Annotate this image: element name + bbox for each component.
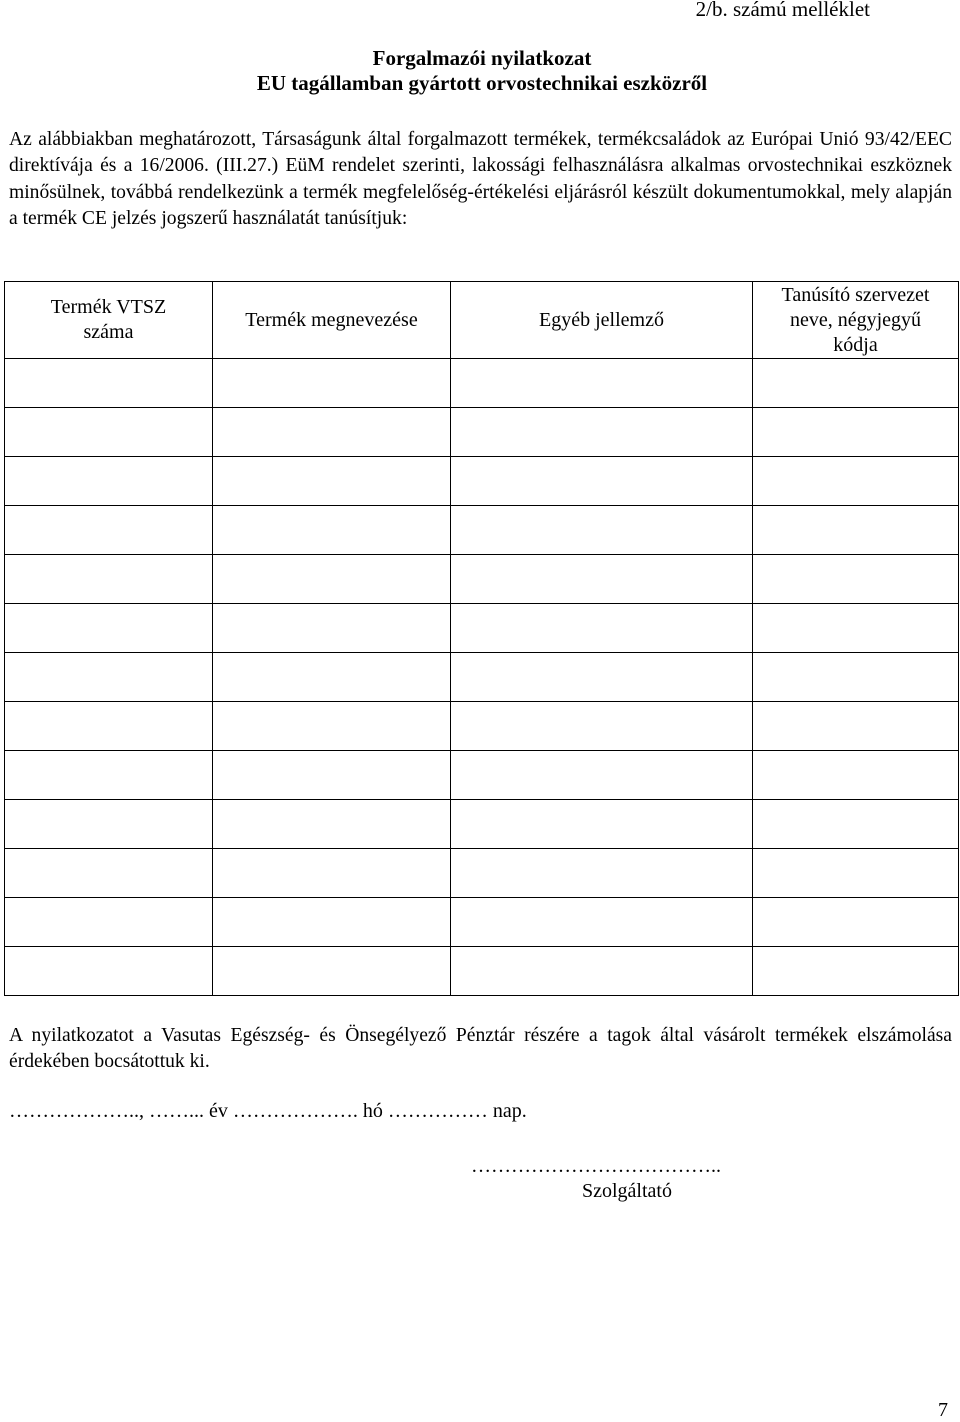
page-number: 7	[938, 1399, 948, 1421]
cell-other-feature[interactable]	[451, 800, 753, 849]
cell-certifier[interactable]	[753, 800, 959, 849]
cell-certifier[interactable]	[753, 359, 959, 408]
date-line[interactable]: ……………….., ……... év ………………. hó …………… nap.	[9, 1100, 527, 1122]
cell-product-name[interactable]	[213, 359, 451, 408]
cell-other-feature[interactable]	[451, 359, 753, 408]
cell-other-feature[interactable]	[451, 457, 753, 506]
header-vtsz-line2: száma	[83, 321, 134, 343]
cell-other-feature[interactable]	[451, 947, 753, 996]
signature-label: Szolgáltató	[582, 1180, 672, 1202]
cell-product-name[interactable]	[213, 751, 451, 800]
header-certifier	[753, 282, 959, 359]
cell-product-name[interactable]	[213, 457, 451, 506]
cell-other-feature[interactable]	[451, 408, 753, 457]
header-certifier-line2: neve, négyjegyű	[789, 308, 922, 331]
cell-other-feature[interactable]	[451, 653, 753, 702]
cell-vtsz[interactable]	[5, 555, 213, 604]
header-product-name-text: Termék megnevezése	[245, 308, 418, 331]
cell-vtsz[interactable]	[5, 849, 213, 898]
cell-other-feature[interactable]	[451, 898, 753, 947]
cell-product-name[interactable]	[213, 702, 451, 751]
cell-certifier[interactable]	[753, 555, 959, 604]
table-row	[5, 751, 959, 800]
header-other-feature	[451, 282, 753, 359]
closing-paragraph: A nyilatkozatot a Vasutas Egészség- és Önsegélyező Pénztár részére a tagok által vásárolt termékek elszámolása érdekében bocsátottuk ki.	[9, 1025, 952, 1073]
header-vtsz	[5, 282, 213, 359]
cell-product-name[interactable]	[213, 506, 451, 555]
header-product-name	[213, 282, 451, 359]
cell-certifier[interactable]	[753, 604, 959, 653]
cell-other-feature[interactable]	[451, 702, 753, 751]
cell-product-name[interactable]	[213, 408, 451, 457]
cell-certifier[interactable]	[753, 653, 959, 702]
cell-product-name[interactable]	[213, 555, 451, 604]
cell-product-name[interactable]	[213, 898, 451, 947]
cell-vtsz[interactable]	[5, 457, 213, 506]
cell-product-name[interactable]	[213, 653, 451, 702]
cell-certifier[interactable]	[753, 506, 959, 555]
cell-other-feature[interactable]	[451, 604, 753, 653]
cell-product-name[interactable]	[213, 800, 451, 849]
cell-product-name[interactable]	[213, 947, 451, 996]
table-row	[5, 947, 959, 996]
cell-vtsz[interactable]	[5, 898, 213, 947]
document-title	[0, 46, 960, 96]
cell-other-feature[interactable]	[451, 555, 753, 604]
cell-certifier[interactable]	[753, 702, 959, 751]
cell-certifier[interactable]	[753, 457, 959, 506]
header-vtsz-line1: Termék VTSZ	[50, 296, 167, 318]
table-row	[5, 849, 959, 898]
header-certifier-line3: kódja	[833, 333, 878, 356]
table-row	[5, 604, 959, 653]
cell-vtsz[interactable]	[5, 947, 213, 996]
table-row	[5, 898, 959, 947]
cell-vtsz[interactable]	[5, 800, 213, 849]
title-line-1: Forgalmazói nyilatkozat	[372, 46, 592, 70]
table-row	[5, 506, 959, 555]
table-row	[5, 457, 959, 506]
header-other-feature-text: Egyéb jellemző	[539, 308, 664, 331]
signature-line[interactable]: ………………………………..	[471, 1155, 721, 1177]
cell-product-name[interactable]	[213, 849, 451, 898]
cell-certifier[interactable]	[753, 947, 959, 996]
products-table	[4, 281, 959, 996]
cell-certifier[interactable]	[753, 849, 959, 898]
cell-vtsz[interactable]	[5, 408, 213, 457]
annex-label: 2/b. számú melléklet	[695, 0, 870, 21]
cell-other-feature[interactable]	[451, 751, 753, 800]
cell-vtsz[interactable]	[5, 359, 213, 408]
cell-vtsz[interactable]	[5, 702, 213, 751]
cell-other-feature[interactable]	[451, 849, 753, 898]
cell-other-feature[interactable]	[451, 506, 753, 555]
header-certifier-line1: Tanúsító szervezet	[781, 283, 930, 306]
cell-vtsz[interactable]	[5, 506, 213, 555]
cell-certifier[interactable]	[753, 898, 959, 947]
table-row	[5, 408, 959, 457]
table-row	[5, 800, 959, 849]
cell-product-name[interactable]	[213, 604, 451, 653]
table-row	[5, 555, 959, 604]
cell-vtsz[interactable]	[5, 653, 213, 702]
cell-certifier[interactable]	[753, 408, 959, 457]
table-header-row	[5, 282, 959, 359]
intro-paragraph: Az alábbiakban meghatározott, Társaságunk által forgalmazott termékek, termékcsaládok az Európai Unió 93/42/EEC direktívája és a 16/2006. (III.27.) EüM rendelet szerinti, lakossági felhasználásra alkalmas orvostechnikai eszköznek minősülnek, továbbá rendelkezünk a termék megfelelőség-értékelési eljárásról készült dokumentumokkal, mely alapján a termék CE jelzés jogszerű használatát tanúsítjuk:	[9, 129, 952, 229]
cell-vtsz[interactable]	[5, 751, 213, 800]
title-line-2: EU tagállamban gyártott orvostechnikai eszközről	[256, 71, 708, 95]
cell-vtsz[interactable]	[5, 604, 213, 653]
table-row	[5, 359, 959, 408]
table-row	[5, 653, 959, 702]
table-row	[5, 702, 959, 751]
cell-certifier[interactable]	[753, 751, 959, 800]
